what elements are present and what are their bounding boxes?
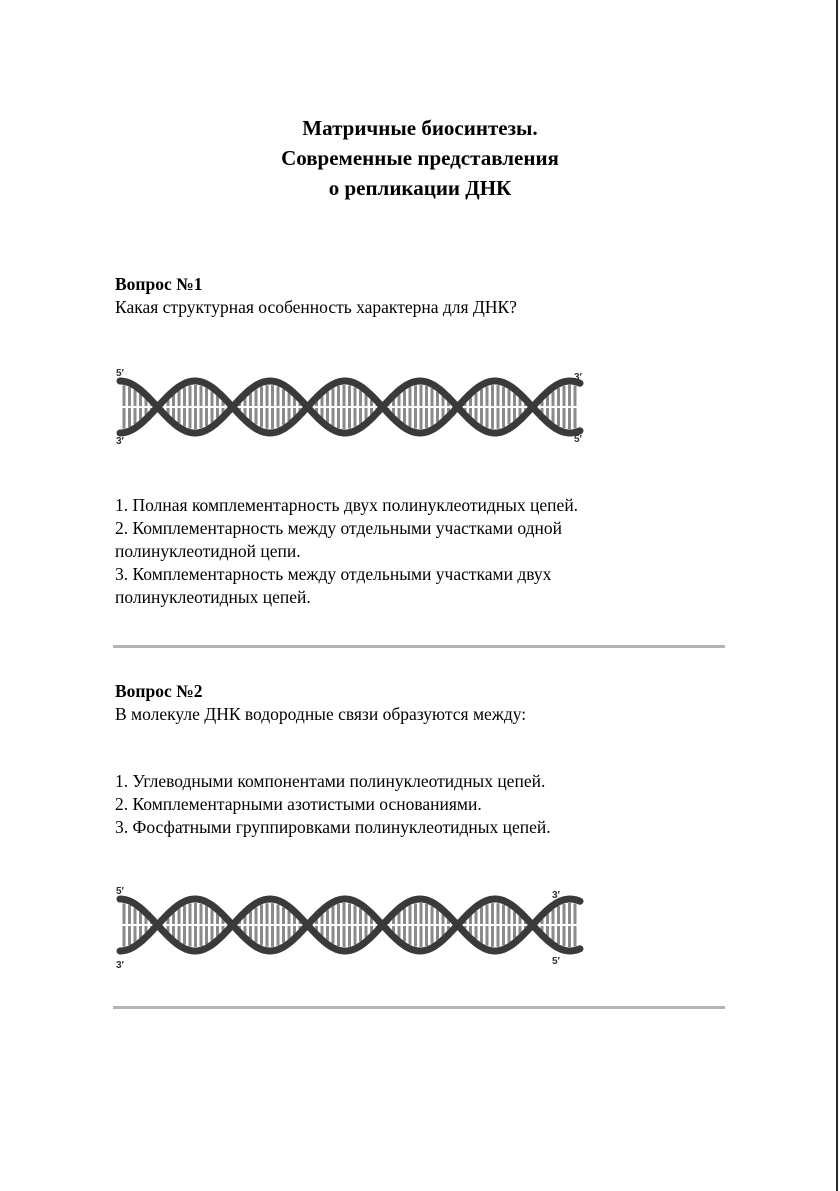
dna-helix-diagram-2 (112, 880, 592, 970)
question-2-answers (115, 770, 735, 839)
dna-helix (120, 899, 580, 951)
answer-1-2-cont: полинуклеотидной цепи. (115, 541, 301, 561)
label-5-prime-bottom: 5′ (574, 434, 582, 445)
question-1 (115, 273, 735, 319)
question-2-text: В молекуле ДНК водородные связи образуются между: (115, 704, 527, 724)
title-line-3: о репликации ДНК (328, 176, 512, 200)
answer-1-3: 3. Комплементарность между отдельными участками двух (115, 564, 552, 584)
title-line-2: Современные представления (281, 146, 559, 170)
answer-1-2: 2. Комплементарность между отдельными участками одной (115, 518, 562, 538)
page-title (0, 113, 840, 203)
answer-2-3: 3. Фосфатными группировками полинуклеотидных цепей. (115, 817, 551, 837)
question-2-heading: Вопрос №2 (115, 681, 203, 701)
label-5-prime-top: 5′ (116, 368, 124, 379)
label-5-prime-bottom: 5′ (552, 956, 560, 967)
label-3-prime-top: 3′ (574, 372, 582, 383)
answer-1-3-cont: полинуклеотидных цепей. (115, 587, 311, 607)
label-3-prime-bottom: 3′ (116, 436, 124, 447)
question-2 (115, 680, 735, 726)
label-3-prime-top: 3′ (552, 890, 560, 901)
label-3-prime-bottom: 3′ (116, 960, 124, 970)
dna-helix-diagram-1 (112, 362, 592, 452)
answer-2-2: 2. Комплементарными азотистыми основаниями. (115, 794, 482, 814)
label-5-prime-top: 5′ (116, 886, 124, 897)
answer-2-1: 1. Углеводными компонентами полинуклеотидных цепей. (115, 771, 546, 791)
answer-1-1: 1. Полная комплементарность двух полинуклеотидных цепей. (115, 495, 579, 515)
question-1-heading: Вопрос №1 (115, 274, 203, 294)
divider-2 (113, 1006, 725, 1009)
dna-helix (120, 381, 580, 433)
title-line-1: Матричные биосинтезы. (302, 116, 538, 140)
question-1-text: Какая структурная особенность характерна для ДНК? (115, 297, 517, 317)
divider-1 (113, 645, 725, 648)
question-1-answers (115, 494, 735, 609)
